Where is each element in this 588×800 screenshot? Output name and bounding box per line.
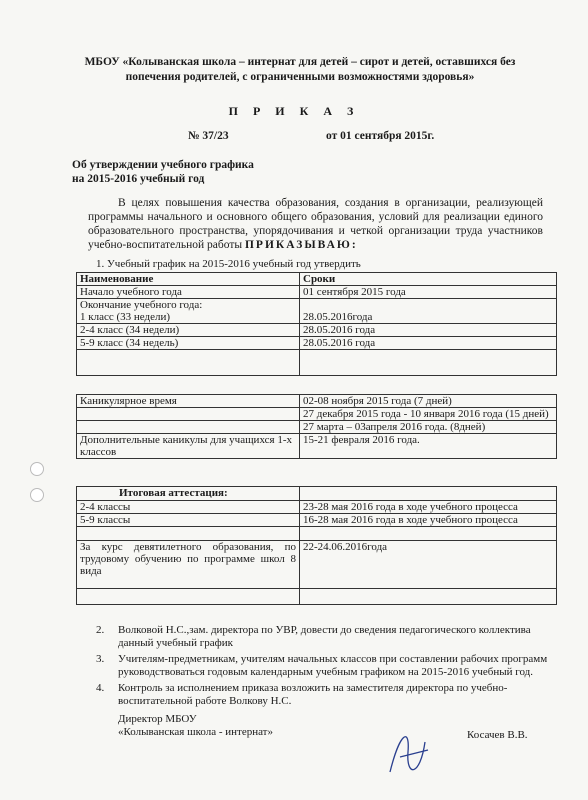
- table-cell: [300, 589, 557, 605]
- table-cell: [77, 589, 300, 605]
- item-text: Контроль за исполнением приказа возложить на заместителя директора по учебно-воспитательной работе Волкову Н.С.: [118, 682, 508, 707]
- table-header-cell: [300, 487, 557, 501]
- list-item: [96, 624, 551, 650]
- table-cell: 22-24.06.2016года: [300, 541, 557, 589]
- signature-name: Косачев В.В.: [467, 729, 528, 741]
- table-cell: 02-08 ноября 2015 года (7 дней): [300, 395, 557, 408]
- table-row: [77, 299, 557, 324]
- table-header-cell: Сроки: [300, 273, 557, 286]
- table-row: [77, 395, 557, 408]
- table-cell: За курс девятилетного образования, по трудовому обучению по программе школ 8 вида: [77, 541, 300, 589]
- item-text: Учителям-предметникам, учителям начальных классов при составлении рабочих программ руководствоваться годовым календарным учебным графиком на 2015-2016 учебный год.: [118, 653, 548, 678]
- handwritten-signature-icon: [380, 722, 440, 782]
- item-number: 2.: [96, 624, 105, 636]
- order-items: [96, 624, 551, 708]
- item-number: 3.: [96, 653, 105, 665]
- table-header-row: [77, 273, 557, 286]
- table-cell: 27 декабря 2015 года - 10 января 2016 года (15 дней): [300, 408, 557, 421]
- table-cell: [77, 421, 300, 434]
- table-cell: Окончание учебного года: 1 класс (33 недели): [77, 299, 300, 324]
- table-cell: [77, 408, 300, 421]
- table-cell: 5-9 класс (34 недель): [77, 337, 300, 350]
- table-row: [77, 350, 557, 376]
- table-cell: 27 марта – 03апреля 2016 года. (8дней): [300, 421, 557, 434]
- subject-line: на 2015-2016 учебный год: [72, 173, 205, 185]
- order-subject: [72, 158, 254, 186]
- table-cell: Начало учебного года: [77, 286, 300, 299]
- table-cell: 28.05.2016 года: [300, 337, 557, 350]
- vacation-table: [76, 394, 557, 459]
- table-cell: 2-4 класс (34 недели): [77, 324, 300, 337]
- signature-position: [118, 713, 273, 739]
- subject-line: Об утверждении учебного графика: [72, 159, 254, 171]
- table-row: [77, 434, 557, 459]
- table-row: [77, 501, 557, 514]
- signature-position-line: Директор МБОУ: [118, 713, 197, 725]
- list-item: [96, 682, 551, 708]
- order-number: № 37/23: [188, 130, 229, 142]
- table-cell: [77, 527, 300, 541]
- table-row: [77, 514, 557, 527]
- table-row: [77, 337, 557, 350]
- item-text: Волковой Н.С.,зам. директора по УВР, довести до сведения педагогического коллектива данный учебный график: [118, 624, 531, 649]
- order-date: от 01 сентября 2015г.: [326, 130, 435, 142]
- list-item-1: 1. Учебный график на 2015-2016 учебный год утвердить: [96, 258, 361, 270]
- item-number: 4.: [96, 682, 105, 694]
- table-cell: 15-21 февраля 2016 года.: [300, 434, 557, 459]
- table-cell: [77, 350, 300, 376]
- table-cell: 16-28 мая 2016 года в ходе учебного процесса: [300, 514, 557, 527]
- table-header-row: [77, 487, 557, 501]
- table-cell: Каникулярное время: [77, 395, 300, 408]
- schedule-table: [76, 272, 557, 376]
- table-row: [77, 324, 557, 337]
- punch-hole: [30, 462, 44, 476]
- table-header-cell: Наименование: [77, 273, 300, 286]
- table-cell: 5-9 классы: [77, 514, 300, 527]
- table-cell: 28.05.2016 года: [300, 324, 557, 337]
- table-row: [77, 408, 557, 421]
- signature-position-line: «Колыванская школа - интернат»: [118, 726, 273, 738]
- table-cell: Дополнительные каникулы для учащихся 1-х классов: [77, 434, 300, 459]
- table-row: [77, 286, 557, 299]
- table-row: [77, 541, 557, 589]
- table-cell: 23-28 мая 2016 года в ходе учебного процесса: [300, 501, 557, 514]
- punch-hole: [30, 488, 44, 502]
- intro-bold: ПРИКАЗЫВАЮ:: [244, 239, 358, 251]
- school-header: МБОУ «Колыванская школа – интернат для детей – сирот и детей, оставшихся без попечения родителей, с ограниченными возможностями здоровья»: [84, 56, 516, 83]
- attestation-table: [76, 486, 557, 605]
- table-cell: 28.05.2016года: [300, 299, 557, 324]
- table-cell: [300, 527, 557, 541]
- table-cell: 01 сентября 2015 года: [300, 286, 557, 299]
- list-item: [96, 653, 551, 679]
- table-cell: [300, 350, 557, 376]
- table-header-cell: Итоговая аттестация:: [77, 487, 300, 501]
- document-title: П Р И К А З: [228, 104, 360, 118]
- table-row: [77, 527, 557, 541]
- intro-paragraph: [88, 196, 543, 252]
- table-cell: 2-4 классы: [77, 501, 300, 514]
- intro-text: В целях повышения качества образования, создания в организации, реализующей программы начального и основного общего образования, условий для реализации единого образовательного пространства, упорядочивания и четкой организации труда участников учебно-воспитательной работы: [88, 197, 543, 251]
- table-row: [77, 421, 557, 434]
- table-row: [77, 589, 557, 605]
